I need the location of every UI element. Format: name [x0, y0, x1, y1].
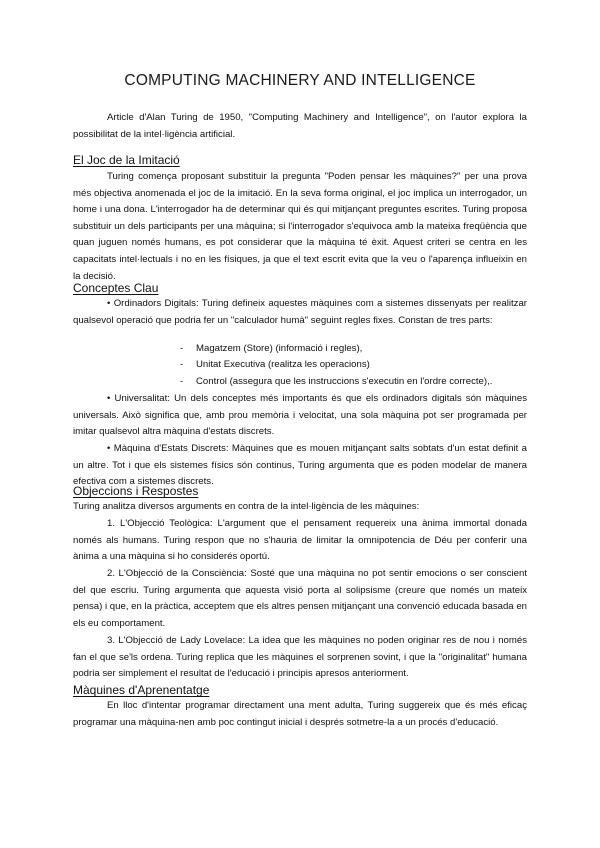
part-magatzem: Magatzem (Store) (informació i regles),: [196, 343, 363, 354]
list-item: [180, 374, 492, 391]
intro-paragraph: Article d'Alan Turing de 1950, "Computing Machinery and Intelligence", on l'autor explora la possibilitat de la intel·ligència artificial.: [73, 112, 527, 140]
list-dash: -: [180, 343, 184, 354]
heading-conceptes-clau: Conceptes Clau: [73, 281, 159, 295]
conceptes-maquina-estats-paragraph: • Màquina d'Estats Discrets: Màquines que es mouen mitjançant salts sobtats d'un estat definit a un altre. Tot i que els sistemes físics són continus, Turing argumenta que es poden modelar de manera efectiva com a sistemes discrets.: [73, 443, 527, 488]
list-item: [180, 341, 362, 358]
part-unitat-executiva: Unitat Executiva (realitza les operacions): [196, 359, 370, 370]
list-dash: -: [180, 376, 184, 387]
objeccio-consciencia: 2. L'Objecció de la Consciència: Sosté que una màquina no pot sentir emocions o ser conscient del que escriu. Turing argumenta que aquesta visió porta al solipsisme (creure que només un mateix pensa) i que, en la pràctica, acceptem que els altres pensen mitjançant una convenció educada basada en els eu comportament.: [73, 568, 527, 629]
list-item: [180, 357, 370, 374]
document-title: COMPUTING MACHINERY AND INTELLIGENCE: [124, 72, 476, 89]
list-dash: -: [180, 359, 184, 370]
objeccio-teologica: 1. L'Objecció Teològica: L'argument que el pensament requereix una ànima immortal donada només als humans. Turing respon que no s'hauria de limitar la omnipotencia de Déu per conferir una ànima a una màquina si ho considerés oportú.: [73, 518, 527, 563]
heading-maquines-aprenentatge: Màquines d'Aprenentatge: [73, 683, 210, 697]
conceptes-universalitat-paragraph: • Universalitat: Un dels conceptes més importants és que els ordinadors digitals són màquines universals. Això significa que, amb prou memòria i velocitat, una sola màquina pot ser programada per imitar qualsevol altra màquina d'estats discrets.: [73, 393, 527, 438]
heading-joc-imitacio: El Joc de la Imitació: [73, 153, 180, 167]
conceptes-ordinadors-paragraph: • Ordinadors Digitals: Turing defineix aquestes màquines com a sistemes dissenyats per realitzar qualsevol operació que podria fer un "calculador humà" seguint regles fixes. Constan de tres parts:: [73, 298, 527, 326]
objeccio-lovelace: 3. L'Objecció de Lady Lovelace: La idea que les màquines no poden originar res de nou i només fan el que se'ls ordena. Turing replica que les màquines el sorprenen sovint, i que la "originalitat" humana podria ser simplement el resultat de l'educació i principis apresos anteriorment.: [73, 635, 527, 680]
joc-paragraph: Turing comença proposant substituir la pregunta "Poden pensar les màquines?" per una prova més objectiva anomenada el joc de la imitació. En la seva forma original, el joc implica un interrogador, un home i una dona. L'interrogador ha de determinar qui és qui mitjançant preguntes escrites. Turing proposa substituir un dels participants per una màquina; si l'interrogador s'equivoca amb la mateixa freqüència que quan juguen només humans, es pot considerar que la màquina té èxit. Aquest criteri se centra en les capacitats intel·lectuals i no en les físiques, ja que el text escrit evita que la veu o l'aparença influeixin en la decisió.: [73, 171, 527, 282]
aprenentatge-paragraph: En lloc d'intentar programar directament una ment adulta, Turing suggereix que és més eficaç programar una màquina-nen amb poc contingut inicial i després sotmetre-la a un procés d'educació.: [73, 700, 527, 728]
heading-objeccions-respostes: Objeccions i Respostes: [73, 484, 199, 498]
part-control: Control (assegura que les instruccions s'executin en l'ordre correcte),.: [196, 376, 493, 387]
objeccions-lead: Turing analitza diversos arguments en contra de la intel·ligència de les màquines:: [73, 501, 420, 512]
